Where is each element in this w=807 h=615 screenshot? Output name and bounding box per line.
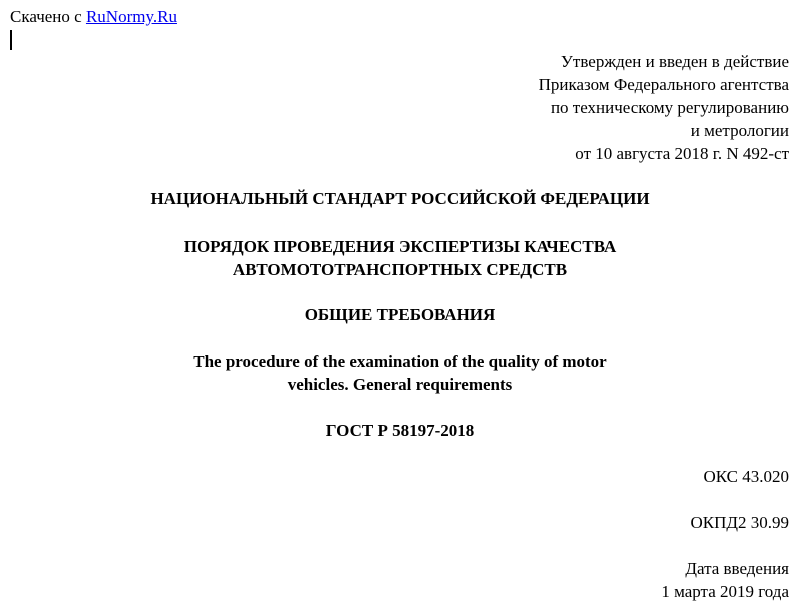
- approval-line: и метрологии: [690, 121, 789, 140]
- title-en-line-1: The procedure of the examination of the quality of motor: [193, 352, 607, 371]
- title-en-line-2: vehicles. General requirements: [287, 375, 513, 394]
- introduction-date-value: 1 марта 2019 года: [661, 582, 789, 601]
- title-ru-line-2: АВТОМОТОТРАНСПОРТНЫХ СРЕДСТВ: [232, 260, 568, 279]
- oks-code: ОКС 43.020: [703, 467, 789, 486]
- standard-type-heading: НАЦИОНАЛЬНЫЙ СТАНДАРТ РОССИЙСКОЙ ФЕДЕРАЦИИ: [150, 189, 650, 208]
- introduction-date-label: Дата введения: [685, 559, 789, 578]
- title-ru-line-1: ПОРЯДОК ПРОВЕДЕНИЯ ЭКСПЕРТИЗЫ КАЧЕСТВА: [183, 237, 617, 256]
- approval-line: Приказом Федерального агентства: [538, 75, 789, 94]
- title-en: [0, 350, 800, 396]
- introduction-date: [661, 558, 789, 604]
- title-ru: [0, 235, 800, 281]
- source-line: [10, 6, 177, 28]
- okpd2-code: ОКПД2 30.99: [690, 513, 789, 532]
- source-link[interactable]: RuNormy.Ru: [85, 7, 177, 26]
- approval-block: [539, 51, 789, 166]
- approval-line: по техническому регулированию: [550, 98, 789, 117]
- source-prefix: Скачено с: [10, 7, 86, 26]
- approval-line: Утвержден и введен в действие: [560, 52, 789, 71]
- subtitle-ru: ОБЩИЕ ТРЕБОВАНИЯ: [304, 305, 496, 324]
- gost-designation: ГОСТ Р 58197-2018: [325, 421, 475, 440]
- text-cursor: [10, 30, 12, 50]
- approval-line: от 10 августа 2018 г. N 492-ст: [575, 144, 789, 163]
